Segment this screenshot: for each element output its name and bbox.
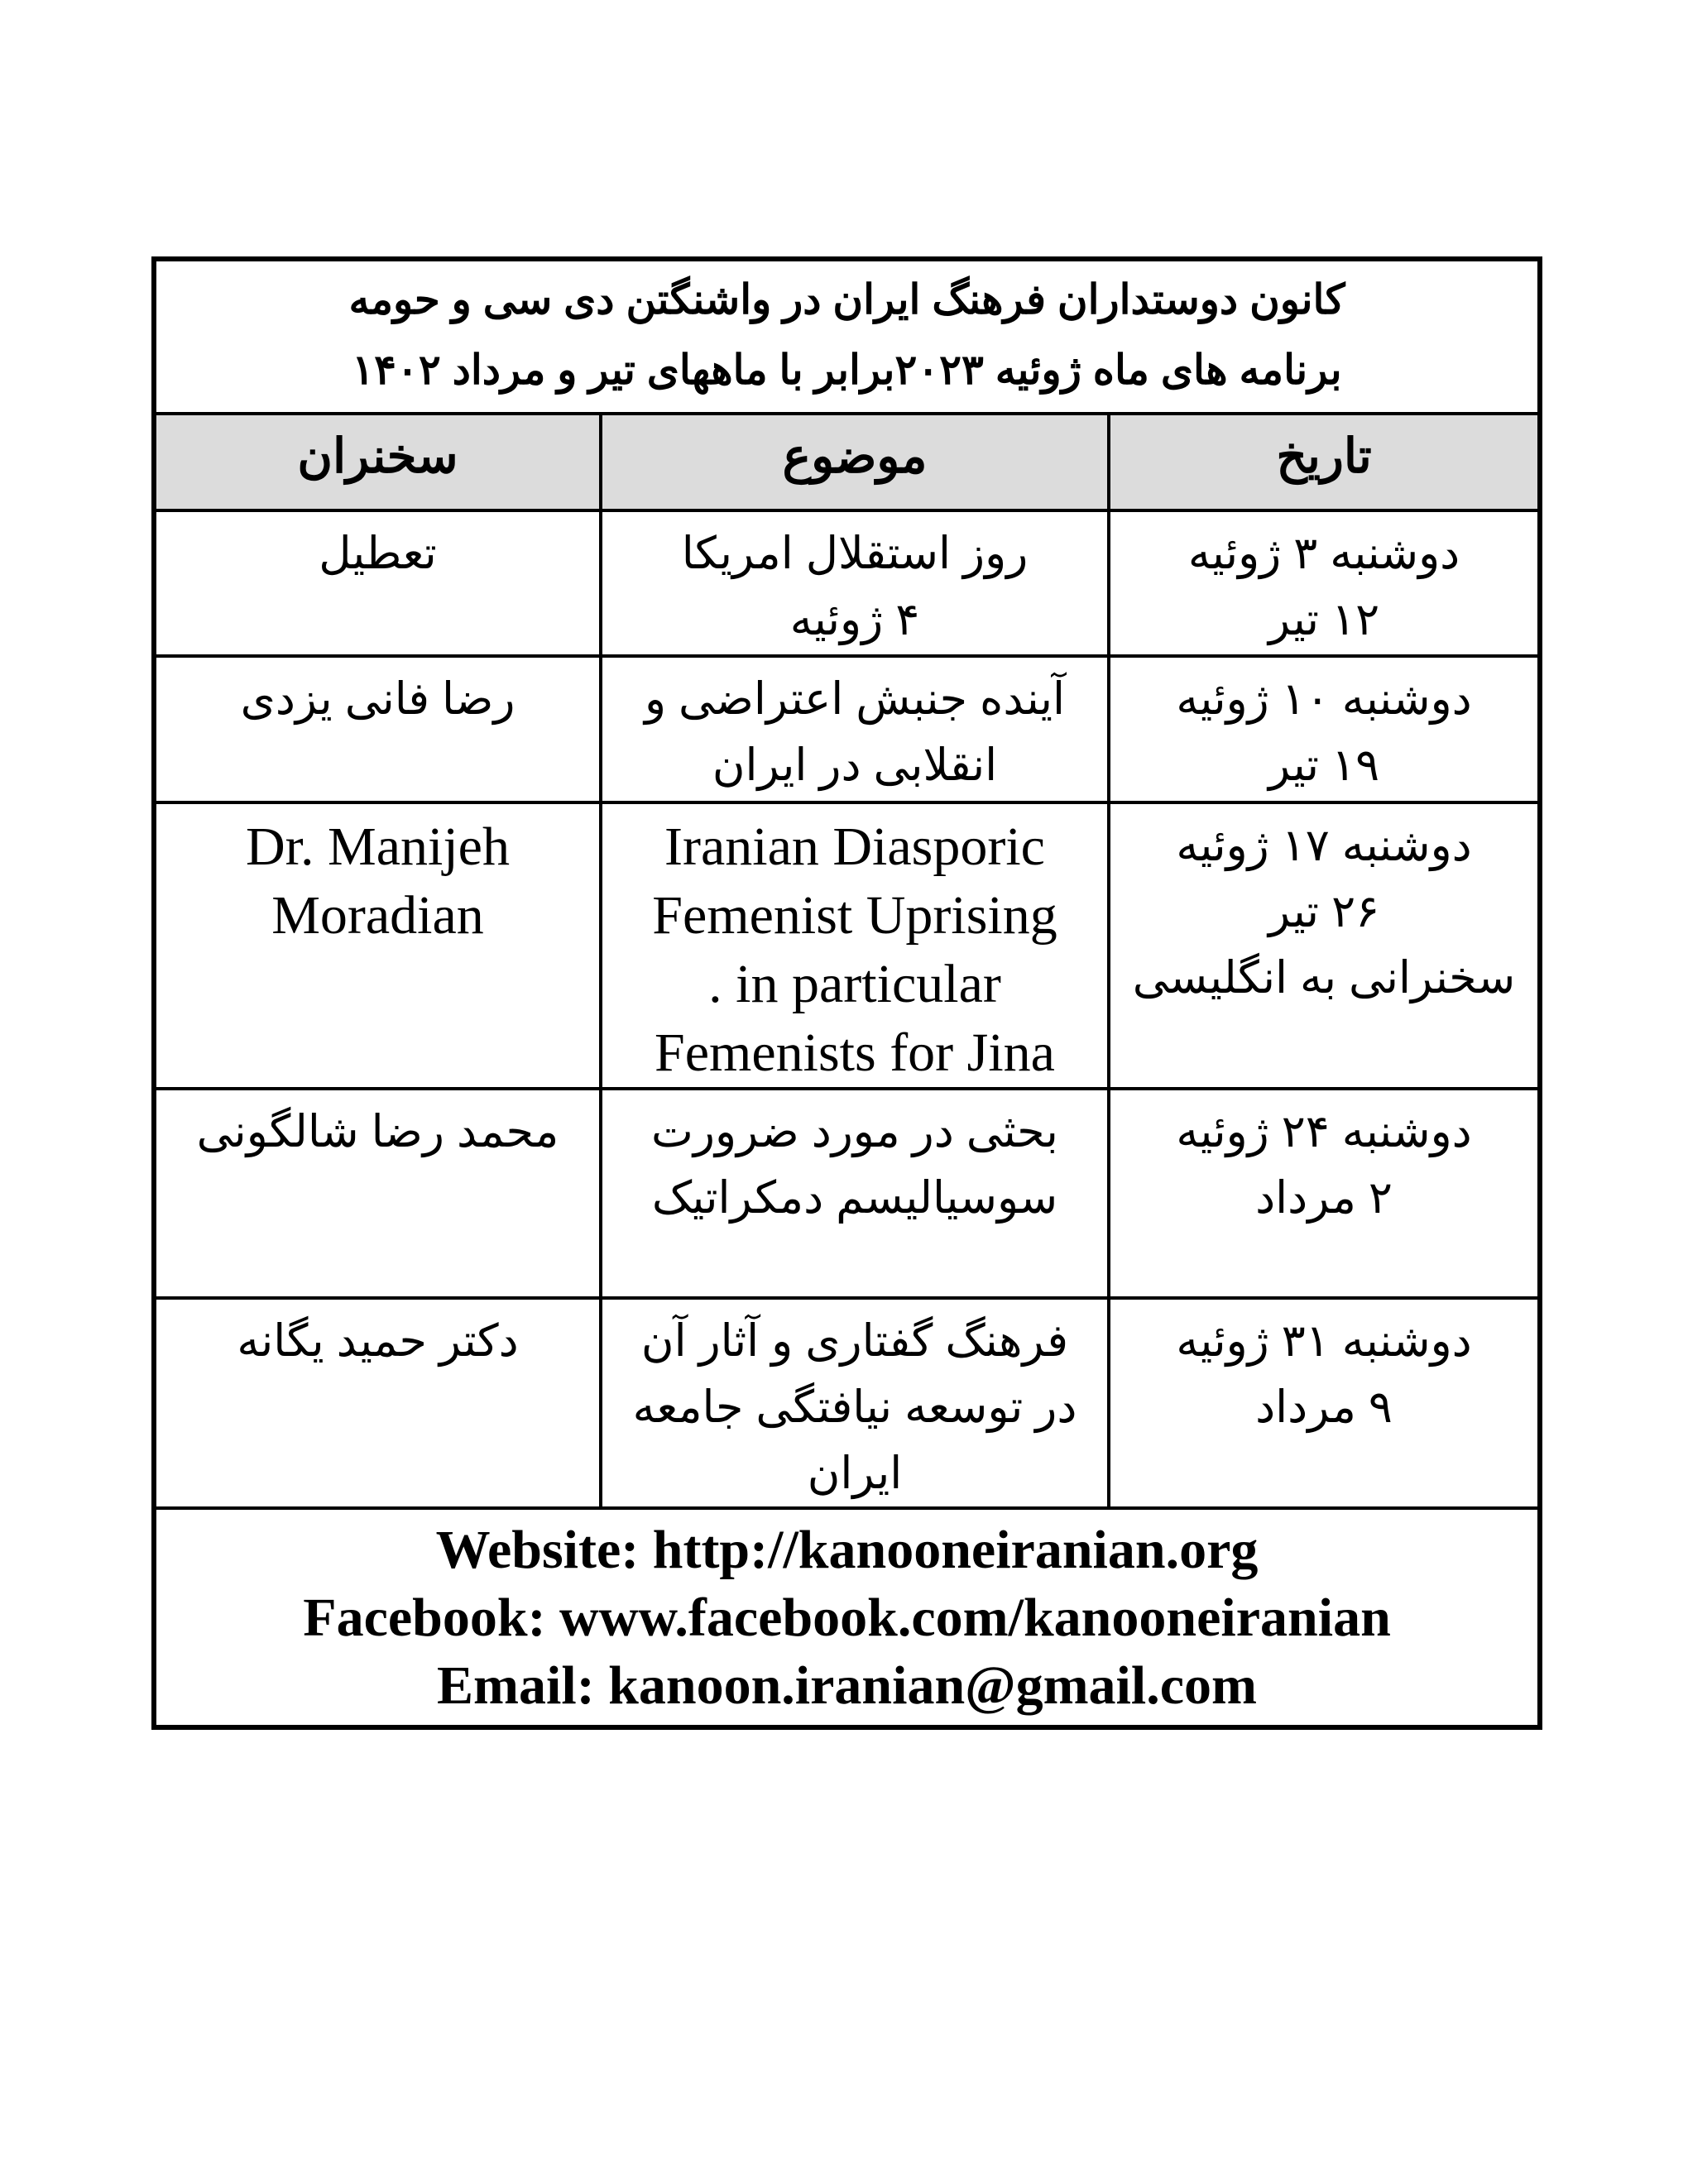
topic-line: بحثی در مورد ضرورت <box>651 1107 1058 1157</box>
speaker-cell <box>154 1089 601 1298</box>
date-line: ۲۶ تیر <box>1268 887 1380 936</box>
table-row <box>154 656 1540 802</box>
date-cell <box>1109 656 1540 802</box>
speaker-cell <box>154 656 601 802</box>
header-row <box>154 414 1540 510</box>
speaker-line: Dr. Manijeh <box>246 817 510 877</box>
date-cell <box>1109 1298 1540 1508</box>
topic-line: روز استقلال امریکا <box>681 529 1029 578</box>
speaker-cell <box>154 510 601 656</box>
date-line: دوشنبه ۱۰ ژوئیه <box>1176 674 1472 724</box>
topic-cell <box>601 510 1109 656</box>
email-link[interactable]: Email: kanoon.iranian@gmail.com <box>437 1655 1257 1716</box>
date-line: ۱۹ تیر <box>1268 740 1380 790</box>
title-line-2: برنامه های ماه ژوئیه ۲۰۲۳برابر با ماههای تیر و مرداد ۱۴۰۲ <box>352 347 1342 393</box>
website-link[interactable]: Website: http://kanooneiranian.org <box>435 1520 1259 1580</box>
topic-line: فرهنگ گفتاری و آثار آن <box>640 1316 1069 1366</box>
speaker-line: رضا فانی یزدی <box>240 674 516 724</box>
speaker-line: تعطیل <box>319 529 437 578</box>
header-speakers: سخنران <box>154 414 601 510</box>
table-row <box>154 510 1540 656</box>
program-table <box>151 256 1542 1730</box>
speaker-line: Moradian <box>271 885 484 946</box>
topic-line: Femenist Uprising <box>652 885 1057 946</box>
table-row <box>154 1298 1540 1508</box>
topic-line: انقلابی در ایران <box>712 740 998 790</box>
topic-cell <box>601 1089 1109 1298</box>
topic-line: Femenists for Jina <box>655 1023 1055 1083</box>
topic-line: ۴ ژوئیه <box>789 595 920 644</box>
date-cell <box>1109 510 1540 656</box>
header-topic: موضوع <box>601 414 1109 510</box>
speaker-cell <box>154 1298 601 1508</box>
speaker-line: محمد رضا شالگونی <box>196 1107 559 1157</box>
topic-line: در توسعه نیافتگی جامعه <box>632 1382 1077 1432</box>
topic-line: سوسیالیسم دمکراتیک <box>651 1173 1058 1223</box>
facebook-link[interactable]: Facebook: www.facebook.com/kanooneiranian <box>303 1588 1391 1648</box>
date-line: دوشنبه ۱۷ ژوئیه <box>1176 821 1472 870</box>
topic-cell <box>601 802 1109 1089</box>
date-line: ۱۲ تیر <box>1268 595 1380 644</box>
date-line: دوشنبه ۳ ژوئیه <box>1187 529 1460 578</box>
title-row <box>154 259 1540 414</box>
topic-cell <box>601 656 1109 802</box>
title-cell <box>154 259 1540 414</box>
date-cell <box>1109 1089 1540 1298</box>
speaker-line: دکتر حمید یگانه <box>237 1316 519 1366</box>
table-row <box>154 802 1540 1089</box>
date-line: دوشنبه ۳۱ ژوئیه <box>1176 1316 1472 1366</box>
title-line-1: کانون دوستداران فرهنگ ایران در واشنگتن دی سی و حومه <box>348 276 1345 323</box>
topic-line: آینده جنبش اعتراضی و <box>644 674 1066 724</box>
topic-line: Iranian Diasporic <box>664 817 1045 877</box>
topic-line: ایران <box>807 1449 903 1498</box>
date-line: ۹ مرداد <box>1255 1382 1393 1432</box>
topic-cell <box>601 1298 1109 1508</box>
date-line: سخنرانی به انگلیسی <box>1132 953 1516 1003</box>
speaker-cell <box>154 802 601 1089</box>
date-line: ۲ مرداد <box>1255 1173 1393 1223</box>
topic-line: . in particular <box>708 954 1001 1014</box>
table-row <box>154 1089 1540 1298</box>
date-cell <box>1109 802 1540 1089</box>
footer-cell <box>154 1508 1540 1727</box>
footer-row <box>154 1508 1540 1727</box>
header-date: تاریخ <box>1109 414 1540 510</box>
date-line: دوشنبه ۲۴ ژوئیه <box>1176 1107 1472 1157</box>
